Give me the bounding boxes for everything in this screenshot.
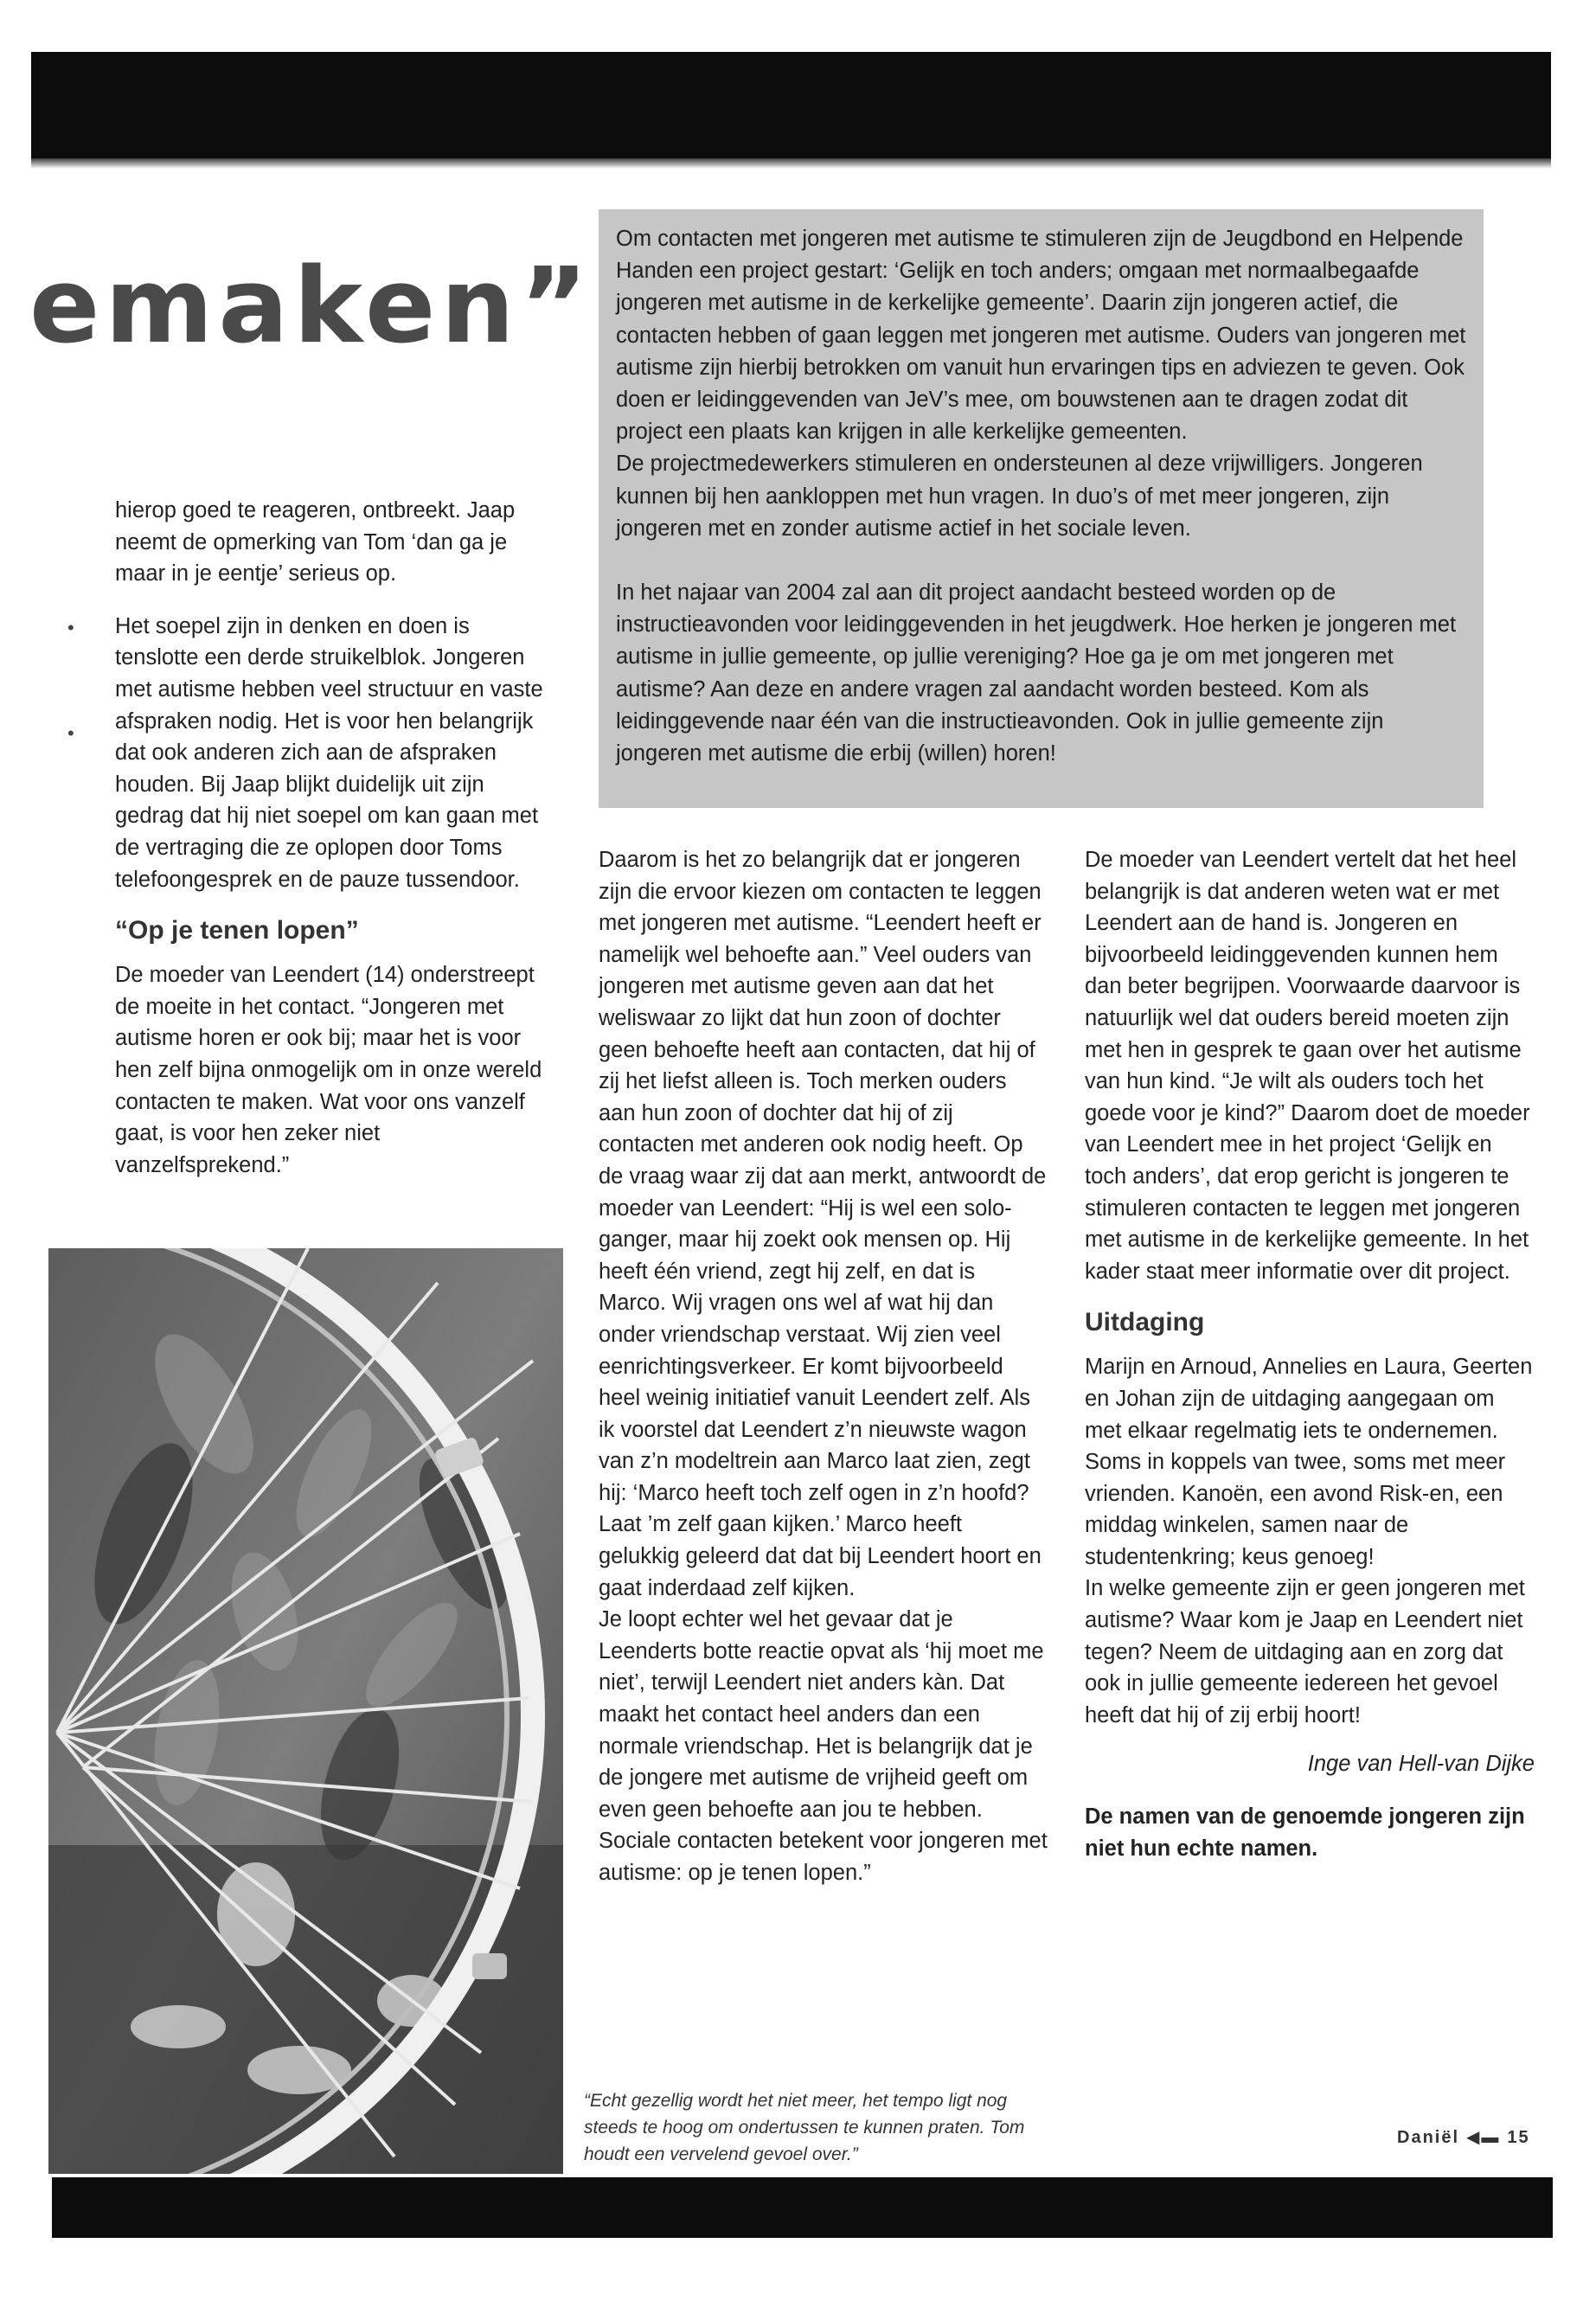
quote-paragraph: De moeder van Leendert (14) onderstreept de moeite in het contact. “Jongeren met autisme horen er ook bij; maar het is voor hen zelf bijna onmogelijk om in onze wereld contacten te maken. Wat voor ons vanzelf gaat, is voor hen zeker niet vanzelfsprekend.” <box>115 963 542 1177</box>
column-middle <box>599 844 1048 1889</box>
headline-fragment: emaken” <box>29 247 593 367</box>
bicycle-wheel-illustration <box>48 1248 563 2174</box>
column-right <box>1085 844 1535 1864</box>
bicycle-wheel-photo <box>48 1248 563 2174</box>
bullet-paragraph: Het soepel zijn in denken en doen is tenslotte een derde struikelblok. Jongeren met autisme hebben veel structuur en vaste afspraken nodig. Het is voor hen belangrijk dat ook anderen zich aan de afspraken houden. Bij Jaap blijkt duidelijk uit zijn gedrag dat hij niet soepel om kan gaan met de vertraging die ze oplopen door Toms telefoongesprek en de pauze tussendoor. <box>115 613 543 892</box>
photo-caption: “Echt gezellig wordt het niet meer, het tempo ligt nog steeds te hoog om ondertussen te kunnen praten. Tom houdt een vervelend gevoel over.” <box>584 2091 1025 2164</box>
bottom-black-band <box>52 2177 1553 2238</box>
subheading-uitdaging: Uitdaging <box>1085 1308 1205 1337</box>
right-paragraph-2: Marijn en Arnoud, Annelies en Laura, Geerten en Johan zijn de uitdaging aangegaan om met elkaar regelmatig iets te ondernemen. Soms in koppels van twee, soms met meer vrienden. Kanoën, een avond Risk-en, een middag winkelen, samen naar de studentenkring; keus genoeg! <box>1085 1355 1533 1569</box>
top-black-band <box>31 52 1551 160</box>
bullet-block <box>67 611 548 895</box>
arrow-left-icon: ◀▬ <box>1466 2128 1501 2147</box>
column-left <box>67 495 548 1181</box>
info-box-paragraph-2: De projectmedewerkers stimuleren en ondersteunen al deze vrijwilligers. Jongeren kunnen bij hen aankloppen met hun vragen. In duo’s of met meer jongeren, zijn jongeren met en zonder autisme actief in het sociale leven. <box>616 452 1423 541</box>
info-box-paragraph-3: In het najaar van 2004 zal aan dit project aandacht besteed worden op de instructieavonden voor leidinggevenden in het jeugdwerk. Hoe herken je jongeren met autisme in jullie gemeente, op jullie vereniging? Hoe ga je om met jongeren met autisme? Aan deze en andere vragen zal aandacht worden besteed. Kom als leidinggevende naar één van die instructieavonden. Ook in jullie gemeente zijn jongeren met autisme die erbij (willen) horen! <box>616 580 1457 766</box>
info-box-paragraph-1: Om contacten met jongeren met autisme te stimuleren zijn de Jeugdbond en Helpende Handen een project gestart: ‘Gelijk en toch anders; omgaan met normaalbegaafde jongeren met autisme in de kerkelijke gemeente’. Daarin zijn jongeren actief, die contacten hebben of gaan leggen met jongeren met autisme. Ouders van jongeren met autisme zijn hierbij betrokken om vanuit hun ervaringen tips en adviezen te geven. Ook doen er leidinggevenden van JeV’s mee, om bouwstenen aan te dragen zodat dit project een plaats kan krijgen in alle kerkelijke gemeenten. <box>616 227 1466 445</box>
author-byline: Inge van Hell-van Dijke <box>1307 1752 1535 1777</box>
info-box <box>599 209 1484 808</box>
margin-marks: • • <box>67 616 74 745</box>
magazine-name: Daniël <box>1397 2128 1460 2147</box>
lead-paragraph: hierop goed te reageren, ontbreekt. Jaap neemt de opmerking van Tom ‘dan ga je maar in je eentje’ serieus op. <box>115 498 516 586</box>
right-paragraph-3: In welke gemeente zijn er geen jongeren met autisme? Waar kom je Jaap en Leendert niet tegen? Neem de uitdaging aan en zorg dat ook in jullie gemeente iedereen het gevoel heeft dat hij of zij erbij hoort! <box>1085 1576 1525 1727</box>
right-paragraph-1: De moeder van Leendert vertelt dat het heel belangrijk is dat anderen weten wat er met Leendert aan de hand is. Jongeren en bijvoorbeeld leidinggevenden kunnen hem dan beter begrijpen. Voorwaarde daarvoor is natuurlijk wel dat ouders bereid moeten zijn met hen in gesprek te gaan over het autisme van hun kind. “Je wilt als ouders toch het goede voor je kind?” Daarom doet de moeder van Leendert mee in het project ‘Gelijk en toch anders’, dat erop gericht is jongeren te stimuleren contacten te leggen met jongeren met autisme in de kerkelijke gemeente. In het kader staat meer informatie over dit project. <box>1085 848 1530 1284</box>
middle-paragraph-2: Je loopt echter wel het gevaar dat je Leenderts botte reactie opvat als ‘hij moet me niet’, terwijl Leendert niet anders kàn. Dat maakt het contact heel anders dan een normale vriendschap. Het is belangrijk dat je de jongere met autisme de vrijheid geeft om even geen behoefte aan jou te hebben. Sociale contacten betekent voor jongeren met autisme: op je tenen lopen.” <box>599 1607 1048 1885</box>
page-folio <box>1397 2126 1530 2148</box>
middle-paragraph-1: Daarom is het zo belangrijk dat er jongeren zijn die ervoor kiezen om contacten te leggen met jongeren met autisme. “Leendert heeft er namelijk wel behoefte aan.” Veel ouders van jongeren met autisme geven aan dat het weliswaar zo lijkt dat hun zoon of dochter geen behoefte heeft aan contacten, dat hij of zij het liefst alleen is. Toch merken ouders aan hun zoon of dochter dat hij of zij contacten met anderen ook nodig heeft. Op de vraag waar zij dat aan merkt, antwoordt de moeder van Leendert: “Hij is wel een solo-ganger, maar hij zoekt ook mensen op. Hij heeft één vriend, zegt hij zelf, en dat is Marco. Wij vragen ons wel af wat hij dan onder vriendschap verstaat. Wij zien veel eenrichtingsverkeer. Er komt bijvoorbeeld heel weinig initiatief vanuit Leendert zelf. Als ik voorstel dat Leendert z’n nieuwste wagon van z’n modeltrein aan Marco laat zien, zegt hij: ‘Marco heeft toch zelf ogen in z’n hoofd? Laat ’m zelf gaan kijken.’ Marco heeft gelukkig geleerd dat dat bij Leendert hoort en gaat inderdaad zelf kijken. <box>599 848 1047 1600</box>
page-number: 15 <box>1507 2128 1530 2147</box>
names-note: De namen van de genoemde jongeren zijn niet hun echte namen. <box>1085 1804 1525 1861</box>
subheading-op-je-tenen-lopen: “Op je tenen lopen” <box>115 916 359 945</box>
